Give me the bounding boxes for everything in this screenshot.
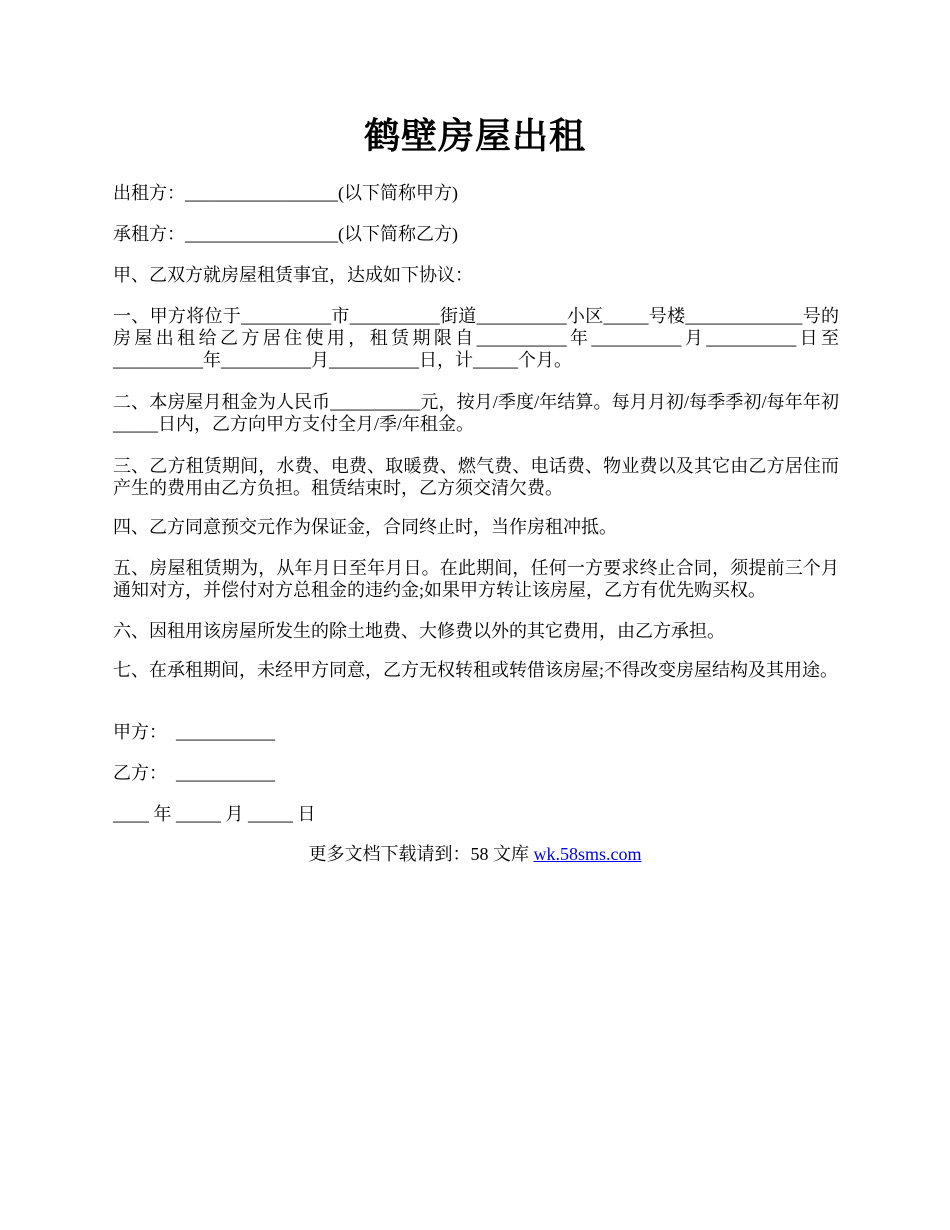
party-a-signature: 甲方： ___________	[113, 722, 275, 742]
clause-1: 一、甲方将位于__________市__________街道__________小区_____号楼_____________号的房屋出租给乙方居住使用，租赁期限自__________年__________月__________日至__________年__________月__________日，计_____个月。	[113, 306, 839, 370]
clause-4: 四、乙方同意预交元作为保证金，合同终止时，当作房租冲抵。	[113, 517, 617, 537]
lessor-line: 出租方：_________________(以下简称甲方)	[113, 183, 458, 203]
footer-link[interactable]: wk.58sms.com	[533, 844, 642, 864]
clause-5: 五、房屋租赁期为，从年月日至年月日。在此期间，任何一方要求终止合同，须提前三个月通知对方，并偿付对方总租金的违约金;如果甲方转让该房屋，乙方有优先购买权。	[113, 558, 839, 600]
intro-paragraph: 甲、乙双方就房屋租赁事宜，达成如下协议：	[113, 265, 473, 285]
document-title: 鹤壁房屋出租	[363, 116, 586, 156]
footer-prefix: 更多文档下载请到：58 文库	[308, 844, 534, 864]
party-b-signature: 乙方： ___________	[113, 763, 275, 783]
lessee-line: 承租方：_________________(以下简称乙方)	[113, 224, 458, 244]
clause-3: 三、乙方租赁期间，水费、电费、取暖费、燃气费、电话费、物业费以及其它由乙方居住而产生的费用由乙方负担。租赁结束时，乙方须交清欠费。	[113, 456, 839, 498]
clause-7: 七、在承租期间，未经甲方同意，乙方无权转租或转借该房屋;不得改变房屋结构及其用途。	[113, 660, 838, 680]
date-line: ____ 年 _____ 月 _____ 日	[113, 804, 316, 824]
clause-2: 二、本房屋月租金为人民币__________元，按月/季度/年结算。每月月初/每季季初/每年年初_____日内，乙方向甲方支付全月/季/年租金。	[113, 392, 839, 434]
footer	[0, 843, 950, 865]
clause-6: 六、因租用该房屋所发生的除土地费、大修费以外的其它费用，由乙方承担。	[113, 621, 725, 641]
